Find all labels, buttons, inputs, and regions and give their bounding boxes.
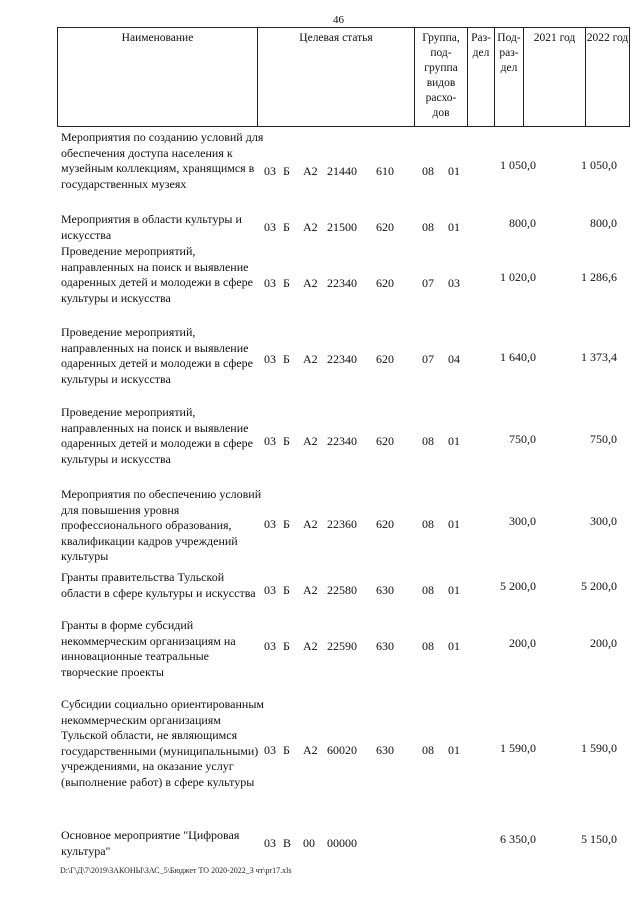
target-code-4: 22340 [327,434,357,448]
header-year-2021 [524,28,586,126]
header-razdel-label: Раз- дел [471,32,491,59]
value-2021: 1 020,0 [500,270,536,284]
row-name: Субсидии социально ориентированным некоммерческим организациям Тульской области, не являющимся государственными (муниципальными) учреждениями, на оказание услуг (выполнение работ) в сфере культуры [61,697,265,789]
row-name: Мероприятия по созданию условий для обеспечения доступа населения к музейным коллекциям, хранящимся в государственных музеях [61,130,264,191]
target-code-4: 22590 [327,639,357,653]
target-code-1: 03 [264,517,276,531]
group-code: 620 [376,276,394,290]
value-2021: 800,0 [509,216,536,230]
razdel-code: 08 [422,164,434,178]
target-code-1: 03 [264,836,276,850]
target-code-4: 22340 [327,276,357,290]
podrazdel-code: 01 [448,220,460,234]
target-code-1: 03 [264,220,276,234]
target-code-2: Б [283,517,290,531]
header-year-2021-label: 2021 год [533,32,576,44]
target-code-3: А2 [303,434,318,448]
header-name-label: Наименование [121,32,194,44]
header-year-2022 [586,28,629,126]
value-2022: 800,0 [590,216,617,230]
podrazdel-code: 01 [448,583,460,597]
razdel-code: 07 [422,276,434,290]
razdel-code: 08 [422,583,434,597]
table-header [57,27,630,127]
group-code: 630 [376,743,394,757]
header-year-2022-label: 2022 год [586,32,629,44]
target-code-4: 60020 [327,743,357,757]
value-2021: 300,0 [509,514,536,528]
group-code: 620 [376,220,394,234]
header-podrazdel-label: Под- раз- дел [497,32,521,74]
target-code-4: 00000 [327,836,357,850]
row-name: Мероприятия по обеспечению условий для повышения уровня профессионального образования, квалификации кадров учреждений культуры [61,487,262,563]
target-code-2: Б [283,583,290,597]
target-code-3: А2 [303,517,318,531]
table-row [57,618,630,682]
value-2022: 1 050,0 [581,158,617,172]
podrazdel-code: 03 [448,276,460,290]
value-2021: 6 350,0 [500,832,536,846]
value-2022: 5 150,0 [581,832,617,846]
header-target-label: Целевая статья [299,32,373,44]
group-code: 630 [376,639,394,653]
podrazdel-code: 01 [448,743,460,757]
group-code: 620 [376,352,394,366]
value-2022: 1 373,4 [581,350,617,364]
row-name: Проведение мероприятий, направленных на поиск и выявление одаренных детей и молодежи в сфере культуры и искусства [61,325,253,386]
value-2021: 200,0 [509,636,536,650]
target-code-2: Б [283,434,290,448]
group-code: 610 [376,164,394,178]
target-code-1: 03 [264,583,276,597]
row-name: Основное мероприятие "Цифровая культура" [61,828,240,858]
value-2022: 1 286,6 [581,270,617,284]
value-2022: 5 200,0 [581,579,617,593]
razdel-code: 08 [422,639,434,653]
target-code-3: 00 [303,836,315,850]
header-podrazdel [495,28,524,126]
value-2021: 1 050,0 [500,158,536,172]
razdel-code: 08 [422,434,434,448]
target-code-3: А2 [303,639,318,653]
value-2021: 1 640,0 [500,350,536,364]
value-2021: 1 590,0 [500,741,536,755]
podrazdel-code: 01 [448,434,460,448]
razdel-code: 07 [422,352,434,366]
target-code-4: 21500 [327,220,357,234]
value-2022: 200,0 [590,636,617,650]
value-2021: 5 200,0 [500,579,536,593]
table-row [57,570,630,618]
file-path-footer: D:\Г\Д\7\2019\ЗАКОНЫ\ЗАС_5\Бюджет ТО 2020-2022_3 чт\pr17.xls [60,866,292,875]
row-name: Гранты правительства Тульской области в сфере культуры и искусства [61,570,256,600]
razdel-code: 08 [422,220,434,234]
target-code-3: А2 [303,164,318,178]
razdel-code: 08 [422,743,434,757]
target-code-2: Б [283,743,290,757]
target-code-1: 03 [264,352,276,366]
target-code-1: 03 [264,164,276,178]
header-target [258,28,415,126]
header-name [58,28,258,126]
target-code-2: Б [283,276,290,290]
target-code-1: 03 [264,434,276,448]
table-row [57,325,630,405]
table-row [57,487,630,567]
podrazdel-code: 01 [448,164,460,178]
table-row [57,697,630,811]
group-code: 620 [376,434,394,448]
group-code: 620 [376,517,394,531]
table-row [57,405,630,485]
row-name: Проведение мероприятий, направленных на поиск и выявление одаренных детей и молодежи в сфере культуры и искусства [61,244,253,305]
target-code-3: А2 [303,583,318,597]
target-code-1: 03 [264,743,276,757]
table-row [57,130,630,210]
podrazdel-code: 01 [448,517,460,531]
table-row [57,244,630,324]
target-code-2: Б [283,639,290,653]
value-2022: 750,0 [590,432,617,446]
target-code-4: 22360 [327,517,357,531]
row-name: Мероприятия в области культуры и искусства [61,212,242,242]
target-code-4: 22340 [327,352,357,366]
target-code-3: А2 [303,276,318,290]
target-code-2: В [283,836,292,850]
podrazdel-code: 04 [448,352,460,366]
target-code-1: 03 [264,276,276,290]
header-razdel [468,28,495,126]
row-name: Проведение мероприятий, направленных на поиск и выявление одаренных детей и молодежи в сфере культуры и искусства [61,405,253,466]
table-row [57,828,630,862]
value-2021: 750,0 [509,432,536,446]
value-2022: 1 590,0 [581,741,617,755]
group-code: 630 [376,583,394,597]
target-code-4: 22580 [327,583,357,597]
target-code-1: 03 [264,639,276,653]
target-code-4: 21440 [327,164,357,178]
target-code-2: Б [283,164,290,178]
target-code-2: Б [283,352,290,366]
target-code-2: Б [283,220,290,234]
header-group-label: Группа, под- группа видов расхо- дов [422,32,460,119]
header-group [415,28,468,126]
target-code-3: А2 [303,220,318,234]
page-number: 46 [333,14,344,26]
razdel-code: 08 [422,517,434,531]
target-code-3: А2 [303,352,318,366]
target-code-3: А2 [303,743,318,757]
row-name: Гранты в форме субсидий некоммерческим организациям на инновационные театральные творческие проекты [61,618,236,679]
podrazdel-code: 01 [448,639,460,653]
table-row [57,212,630,246]
value-2022: 300,0 [590,514,617,528]
